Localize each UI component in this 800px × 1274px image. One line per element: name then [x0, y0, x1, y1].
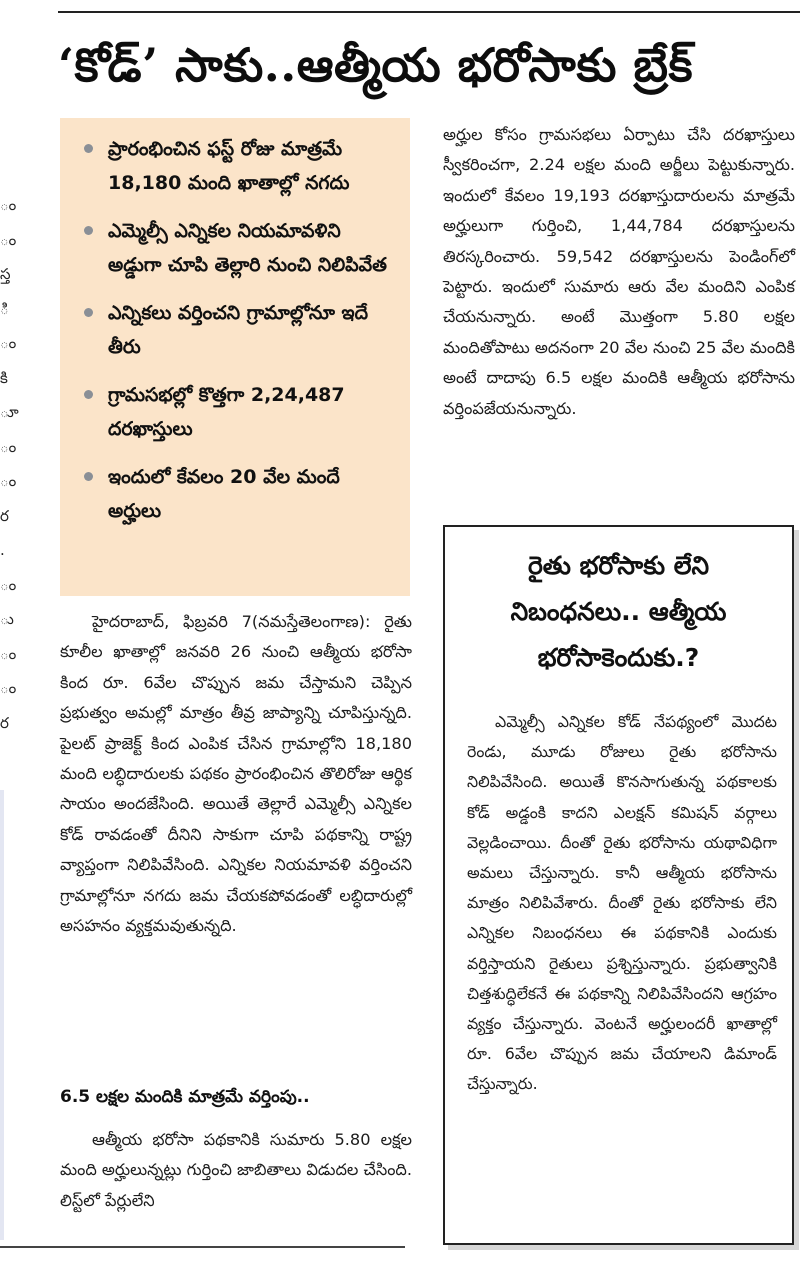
subheading: 6.5 లక్షల మందికి మాత్రమే వర్తింపు..: [60, 1087, 310, 1107]
highlight-text: గ్రామసభల్లో కొత్తగా 2,24,487 దరఖాస్తులు: [108, 384, 345, 440]
sidebar-box: [443, 525, 794, 1245]
bullet-icon: [84, 390, 93, 399]
edge-fragment: ం: [0, 472, 17, 490]
sidebar-box-title-line: భరోసాకెందుకు.?: [537, 643, 700, 672]
sidebar-box-title-line: రైతు భరోసాకు లేని: [527, 551, 710, 580]
article-body-right: అర్హుల కోసం గ్రామసభలు ఏర్పాటు చేసి దరఖాస్తులు స్వీకరించగా, 2.24 లక్షల మంది అర్జీలు పెట్టుకున్నారు. ఇందులో కేవలం 19,193 దరఖాస్తుదారులను మాత్రమే అర్హులుగా గుర్తించి, 1,44,784 దరఖాస్తులను తిరస్కరించారు. 59,542 దరఖాస్తులను పెండింగ్‌లో పెట్టారు. ఇందులో సుమారు ఆరు వేల మందిని ఎంపిక చేయనున్నారు. అంటే మొత్తంగా 5.80 లక్షల మందితోపాటు అదనంగా 20 వేల నుంచి 25 వేల మందికి అంటే దాదాపు 6.5 లక్షల మందికి ఆత్మీయ భరోసాను వర్తింపజేయనున్నారు.: [443, 125, 795, 418]
highlight-text: ఇందులో కేవలం 20 వేల మందే అర్హులు: [108, 466, 340, 522]
sidebar-box-title-line: నిబంధనలు.. ఆత్మీయ: [510, 597, 727, 626]
bottom-rule: [0, 1246, 405, 1248]
edge-fragment: ి: [0, 299, 9, 318]
edge-fragment: .: [0, 541, 5, 559]
highlight-item: [82, 296, 396, 364]
edge-fragment: ర: [0, 713, 9, 732]
edge-fragment: ు: [0, 610, 14, 628]
edge-fragment: ం: [0, 575, 17, 594]
sidebar-box-title: [445, 543, 792, 681]
highlight-text: ప్రారంభించిన ఫస్ట్ రోజు మాత్రమే 18,180 మంది ఖాతాల్లో నగదు: [108, 138, 350, 194]
highlight-text: ఎన్నికలు వర్తించని గ్రామాల్లోనూ ఇదే తీరు: [108, 302, 369, 358]
highlight-item: [82, 214, 396, 282]
sidebar-box-body: ఎమ్మెల్సీ ఎన్నికల కోడ్ నేపథ్యంలో మొదట రెండు, మూడు రోజులు రైతు భరోసాను నిలిపివేసింది. అయితే కొనసాగుతున్న పథకాలకు కోడ్ అడ్డంకి కాదని ఎలక్షన్ కమిషన్ వర్గాలు వెల్లడించాయి. దీంతో రైతు భరోసాను యథావిధిగా అమలు చేస్తున్నారు. కానీ ఆత్మీయ భరోసాను మాత్రం నిలిపివేశారు. దీంతో రైతు భరోసాకు లేని ఎన్నికల నిబంధనలు ఈ పథకానికి ఎందుకు వర్తిస్తాయని రైతులు ప్రశ్నిస్తున్నారు. ప్రభుత్వానికి చిత్తశుద్ధిలేకనే ఈ పథకాన్ని నిలిపివేసిందని ఆగ్రహం వ్యక్తం చేస్తున్నారు. వెంటనే అర్హులందరీ ఖాతాల్లో రూ. 6వేల చొప్పున జమ చేయాలని డిమాండ్ చేస్తున్నారు.: [467, 712, 777, 1094]
edge-fragment: ం: [0, 679, 17, 697]
headline: ‘కోడ్’ సాకు..ఆత్మీయ భరోసాకు బ్రేక్: [58, 38, 694, 92]
top-rule: [58, 11, 800, 13]
edge-fragment: ూ: [0, 403, 19, 421]
highlight-item: [82, 378, 396, 446]
bullet-icon: [84, 308, 93, 317]
edge-fragment: ం: [0, 437, 17, 456]
left-edge-fragments: [0, 188, 19, 748]
left-margin-rule: [0, 790, 4, 1240]
edge-fragment: స్త: [0, 265, 11, 283]
edge-fragment: ం: [0, 334, 17, 352]
highlight-item: [82, 460, 396, 528]
article-body-left-continued: ఆత్మీయ భరోసా పథకానికి సుమారు 5.80 లక్షల మంది అర్హులున్నట్లు గుర్తించి జాబితాలు విడుదల చేసింది. లిస్ట్‌లో పేర్లులేని: [60, 1130, 412, 1210]
edge-fragment: ం: [0, 196, 17, 214]
bullet-icon: [84, 472, 93, 481]
article-body-left: హైదరాబాద్, ఫిబ్రవరి 7(నమస్తేతెలంగాణ): రైతు కూలీల ఖాతాల్లో జనవరి 26 నుంచి ఆత్మీయ భరోసా కింద రూ. 6వేల చొప్పున జమ చేస్తామని చెప్పిన ప్రభుత్వం అమల్లో మాత్రం తీవ్ర జాప్యాన్ని చూపిస్తున్నది. పైలట్ ప్రాజెక్ట్ కింద ఎంపిక చేసిన గ్రామాల్లోని 18,180 మంది లబ్ధిదారులకు పథకం ప్రారంభించిన తొలిరోజు ఆర్థిక సాయం అందజేసింది. అయితే తెల్లారే ఎమ్మెల్సీ ఎన్నికల కోడ్ రావడంతో దీనిని సాకుగా చూపి పథకాన్ని రాష్ట్ర వ్యాప్తంగా నిలిపివేసింది. ఎన్నికల నియమావళి వర్తించని గ్రామాల్లోనూ నగదు జమ చేయకపోవడంతో లబ్ధిదారుల్లో అసహనం వ్యక్తమవుతున్నది.: [60, 612, 412, 936]
highlights-box: [60, 118, 410, 596]
highlight-text: ఎమ్మెల్సీ ఎన్నికల నియమావళిని అడ్డుగా చూపి తెల్లారి నుంచి నిలిపివేత: [108, 220, 387, 276]
edge-fragment: ం: [0, 644, 17, 663]
edge-fragment: ర: [0, 506, 9, 525]
edge-fragment: కి: [0, 368, 8, 387]
highlight-item: [82, 132, 396, 200]
bullet-icon: [84, 144, 93, 153]
edge-fragment: ం: [0, 230, 17, 249]
bullet-icon: [84, 226, 93, 235]
